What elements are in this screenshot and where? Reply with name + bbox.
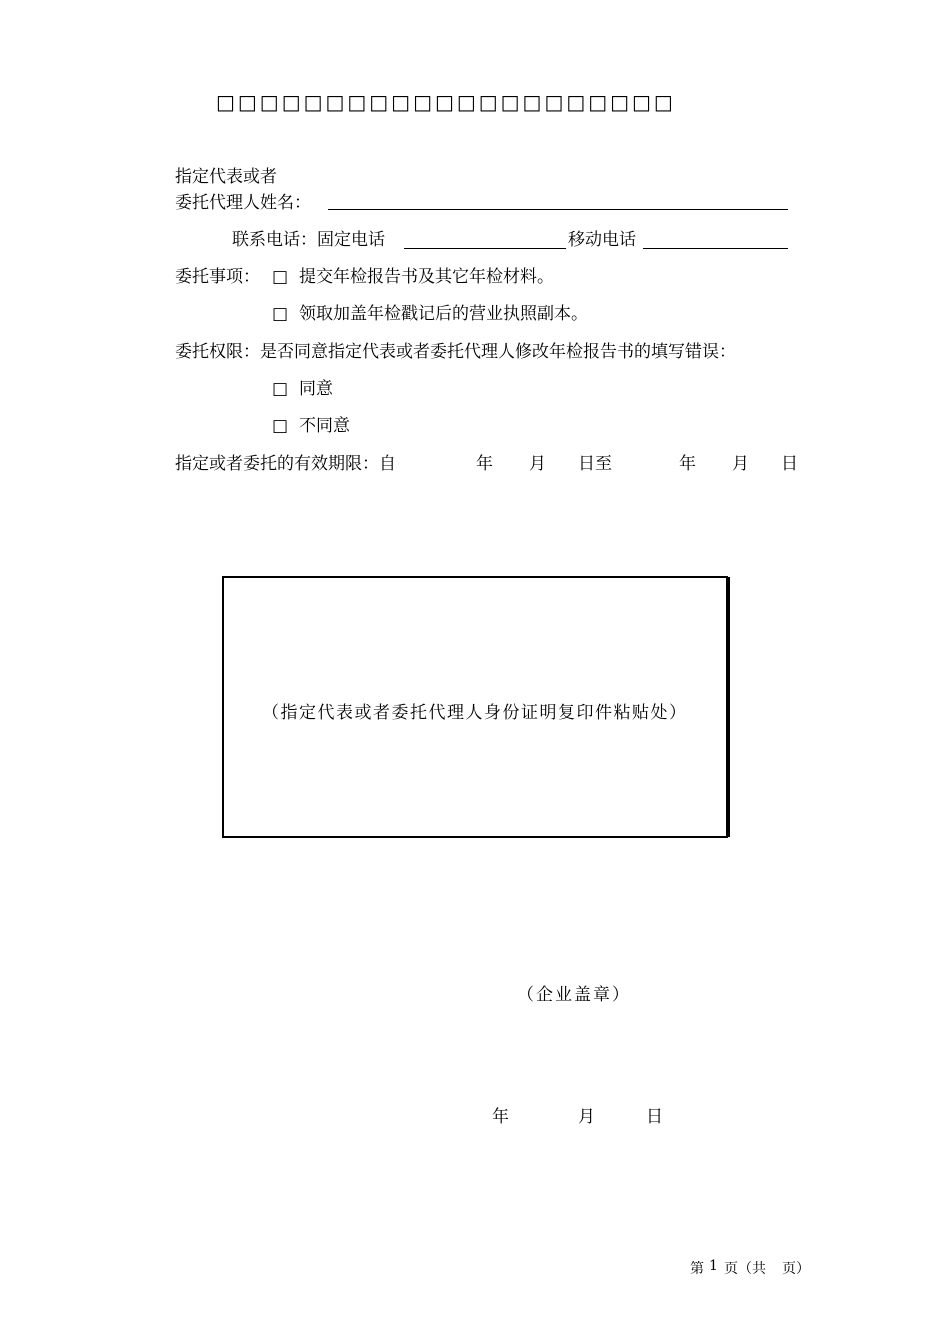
matters-label: 委托事项：: [175, 267, 260, 287]
phone-label: 联系电话：固定电话: [232, 230, 385, 250]
landline-field[interactable]: [404, 248, 566, 249]
footer-page-end: 页）: [782, 1261, 810, 1277]
footer-page-suffix: 页（共: [724, 1261, 766, 1277]
authority-option-disagree: 不同意: [299, 416, 350, 436]
footer-page-prefix: 第: [690, 1261, 704, 1277]
authority-option-agree: 同意: [299, 379, 333, 399]
validity-day-end: 日: [781, 454, 798, 474]
authority-checkbox-disagree[interactable]: □: [272, 416, 289, 436]
page-title: □□□□□□□□□□□□□□□□□□□□□: [216, 90, 676, 114]
name-field[interactable]: [328, 209, 788, 210]
matters-option-collect: 领取加盖年检戳记后的营业执照副本。: [299, 304, 588, 324]
company-seal-label: （企业盖章）: [517, 985, 631, 1005]
sign-date-day: 日: [646, 1107, 663, 1127]
footer-page-number: 1: [709, 1258, 718, 1274]
matters-checkbox-submit[interactable]: □: [272, 267, 289, 287]
validity-label: 指定或者委托的有效期限：自: [175, 454, 396, 474]
name-label-line2: 委托代理人姓名：: [175, 193, 311, 213]
matters-option-submit: 提交年检报告书及其它年检材料。: [299, 267, 554, 287]
validity-month-end: 月: [732, 454, 749, 474]
sign-date-month: 月: [578, 1107, 595, 1127]
validity-year-start: 年: [476, 454, 493, 474]
validity-month-start: 月: [529, 454, 546, 474]
validity-day-start: 日至: [578, 454, 612, 474]
authority-label: 委托权限：是否同意指定代表或者委托代理人修改年检报告书的填写错误：: [175, 342, 736, 362]
id-copy-paste-label: （指定代表或者委托代理人身份证明复印件粘贴处）: [262, 703, 688, 723]
sign-date-year: 年: [492, 1107, 509, 1127]
validity-year-end: 年: [679, 454, 696, 474]
mobile-label: 移动电话: [568, 230, 636, 250]
authority-checkbox-agree[interactable]: □: [272, 379, 289, 399]
name-label-line1: 指定代表或者: [175, 167, 277, 187]
mobile-field[interactable]: [643, 248, 788, 249]
matters-checkbox-collect[interactable]: □: [272, 304, 289, 324]
